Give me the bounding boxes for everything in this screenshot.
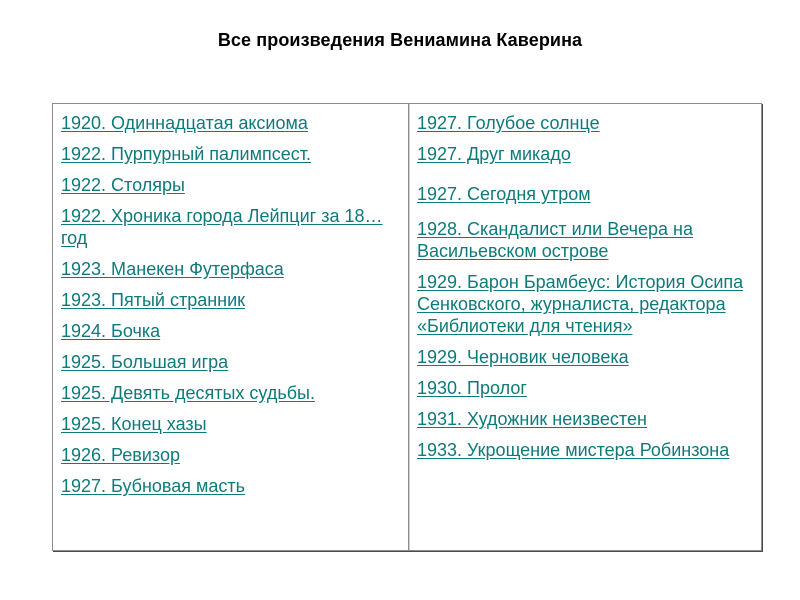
work-link[interactable]: 1922. Пурпурный палимпсест. [61,144,311,164]
work-link[interactable]: 1927. Голубое солнце [417,113,600,133]
work-link[interactable]: 1923. Манекен Футерфаса [61,259,284,279]
works-list-left [61,112,400,497]
works-table [52,103,762,551]
works-column-right [409,104,761,550]
work-link[interactable]: 1920. Одиннадцатая аксиома [61,113,308,133]
work-link[interactable]: 1927. Бубновая масть [61,476,246,496]
work-link[interactable]: 1925. Девять десятых судьбы. [61,383,315,403]
work-link[interactable]: 1929. Черновик человека [417,347,629,367]
work-link[interactable]: 1925. Конец хазы [61,414,207,434]
work-link[interactable]: 1927. Друг микадо [417,144,571,164]
work-link[interactable]: 1928. Скандалист или Вечера на Васильевском острове [417,219,693,261]
works-list-right [417,112,755,461]
work-link[interactable]: 1922. Хроника города Лейпциг за 18… год [61,206,383,248]
work-link[interactable]: 1926. Ревизор [61,445,180,465]
work-link[interactable]: 1924. Бочка [61,321,161,341]
work-link[interactable]: 1922. Столяры [61,175,185,195]
work-link[interactable]: 1923. Пятый странник [61,290,246,310]
work-link[interactable]: 1929. Барон Брамбеус: История Осипа Сенковского, журналиста, редактора «Библиотеки для чтения» [417,272,744,336]
work-link[interactable]: 1933. Укрощение мистера Робинзона [417,440,730,460]
page-title: Все произведения Вениамина Каверина [217,30,583,50]
work-link[interactable]: 1931. Художник неизвестен [417,409,647,429]
work-link[interactable]: 1930. Пролог [417,378,527,398]
work-link[interactable]: 1925. Большая игра [61,352,229,372]
work-link[interactable]: 1927. Сегодня утром [417,184,591,204]
works-column-left [53,104,409,550]
